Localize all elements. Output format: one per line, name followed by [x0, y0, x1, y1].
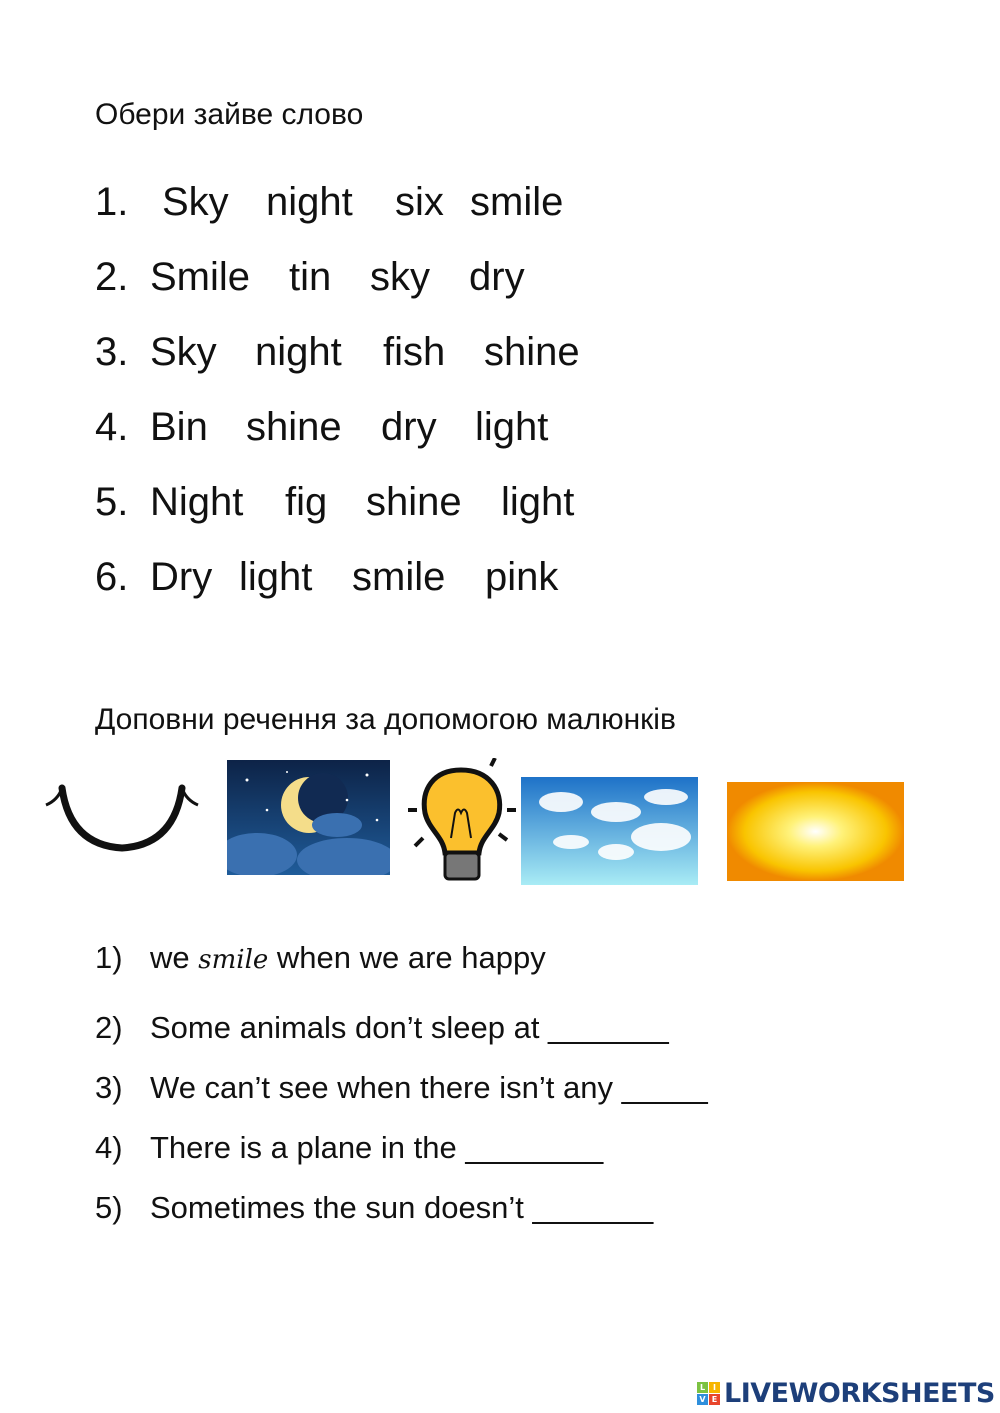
word-option[interactable]: light — [501, 480, 575, 524]
row-number: 1. — [95, 180, 129, 224]
word-option[interactable]: smile — [352, 555, 446, 599]
word-option[interactable]: shine — [484, 330, 580, 374]
word-option[interactable]: night — [266, 180, 353, 224]
sentence — [150, 940, 546, 978]
sentence-text: we — [150, 940, 190, 975]
badge-letter: V — [697, 1394, 708, 1405]
smile-icon — [40, 770, 205, 855]
word-option[interactable]: shine — [246, 405, 342, 449]
row-number: 2. — [95, 255, 129, 299]
word-option[interactable]: Smile — [150, 255, 251, 299]
word-option[interactable]: Bin — [150, 405, 208, 449]
sky-clouds-icon — [521, 777, 698, 885]
word-option[interactable]: dry — [381, 405, 437, 449]
sentence-number: 1) — [95, 940, 123, 975]
sentence-number: 5) — [95, 1190, 123, 1225]
word-option[interactable]: dry — [469, 255, 525, 299]
word-option[interactable]: smile — [470, 180, 564, 224]
answer-field[interactable]: smile — [198, 945, 269, 975]
word-option[interactable]: six — [395, 180, 444, 224]
light-bulb-icon — [403, 758, 520, 890]
word-option[interactable]: Night — [150, 480, 244, 524]
badge-letter: E — [709, 1394, 720, 1405]
row-number: 5. — [95, 480, 129, 524]
word-option[interactable]: night — [255, 330, 342, 374]
sentence-number: 4) — [95, 1130, 123, 1165]
word-option[interactable]: light — [239, 555, 313, 599]
liveworksheets-logo — [697, 1378, 995, 1409]
logo-badge-icon — [697, 1382, 720, 1405]
sun-shine-icon — [727, 782, 904, 881]
word-option[interactable]: light — [475, 405, 549, 449]
row-number: 6. — [95, 555, 129, 599]
logo-text: LIVEWORKSHEETS — [724, 1378, 995, 1409]
word-option[interactable]: tin — [289, 255, 332, 299]
sentence[interactable]: Some animals don’t sleep at _______ — [150, 1010, 669, 1045]
row-number: 4. — [95, 405, 129, 449]
word-option[interactable]: sky — [370, 255, 430, 299]
word-option[interactable]: Sky — [150, 330, 217, 374]
section1-title: Обери зайве слово — [95, 98, 364, 131]
word-option[interactable]: pink — [485, 555, 559, 599]
row-number: 3. — [95, 330, 129, 374]
sentence[interactable]: We can’t see when there isn’t any _____ — [150, 1070, 708, 1105]
sentence-number: 2) — [95, 1010, 123, 1045]
section2-title: Доповни речення за допомогою малюнків — [95, 703, 676, 736]
sentence-text: when we are happy — [276, 940, 546, 975]
badge-letter: L — [697, 1382, 708, 1393]
word-option[interactable]: Sky — [162, 180, 229, 224]
sentence[interactable]: Sometimes the sun doesn’t _______ — [150, 1190, 654, 1225]
word-option[interactable]: fig — [285, 480, 328, 524]
word-option[interactable]: Dry — [150, 555, 213, 599]
sentence[interactable]: There is a plane in the ________ — [150, 1130, 604, 1165]
sentence-number: 3) — [95, 1070, 123, 1105]
badge-letter: I — [709, 1382, 720, 1393]
night-moon-icon — [227, 760, 390, 875]
word-option[interactable]: shine — [366, 480, 462, 524]
word-option[interactable]: fish — [383, 330, 446, 374]
